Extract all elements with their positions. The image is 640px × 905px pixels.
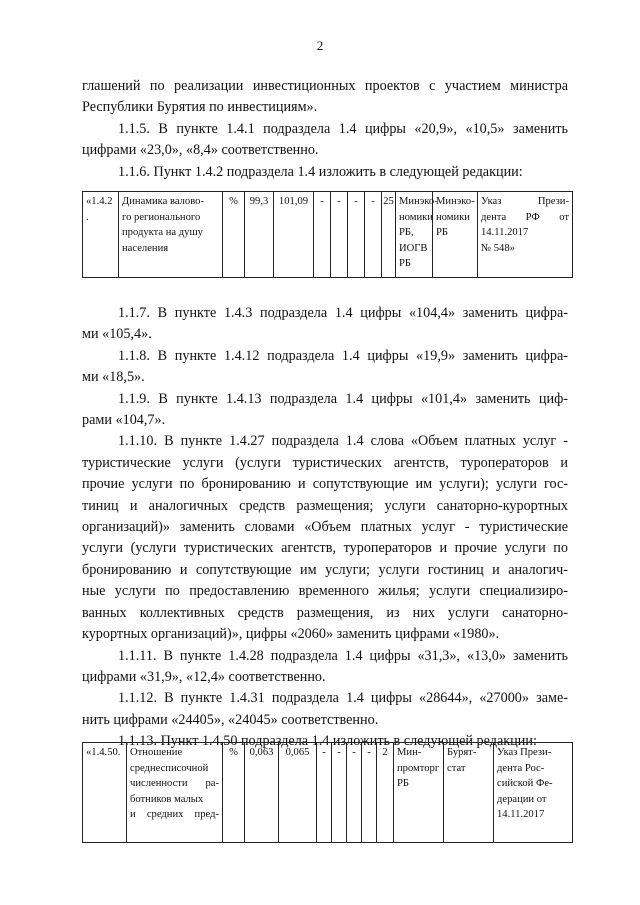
paragraph-line: 1.1.10. В пункте 1.4.27 подраздела 1.4 слова «Объем платных услуг - [118, 433, 568, 450]
dash-cell: - [347, 743, 362, 843]
indicator-name: Отношение среднесписочной численности ра- ботников малых и средних пред- [127, 743, 223, 843]
dash-cell: - [331, 192, 348, 278]
legal-basis: Указ Прези- дента Рос- сийской Фе- дерации от 14.11.2017 [494, 743, 573, 843]
paragraph-line: Республики Бурятия по инвестициям». [82, 99, 318, 116]
dash-cell: - [332, 743, 347, 843]
paragraph-line: 1.1.5. В пункте 1.4.1 подраздела 1.4 цифры «20,9», «10,5» заменить [118, 120, 568, 137]
paragraph-line: 1.1.12. В пункте 1.4.31 подраздела 1.4 цифры «28644», «27000» заме- [118, 690, 568, 707]
paragraph-line: организаций)» заменить словами «Объем платных услуг - туристические [82, 519, 568, 536]
responsible-2: Минэко- номики РБ [433, 192, 478, 278]
dash-cell: - [362, 743, 377, 843]
value-1: 99,3 [245, 192, 274, 278]
paragraph-line: 1.1.9. В пункте 1.4.13 подраздела 1.4 цифры «101,4» заменить циф- [118, 390, 568, 407]
dash-cell: - [314, 192, 331, 278]
program-number: 25 [382, 192, 396, 278]
paragraph-line: ванных коллективных средств размещения, из них услуги санаторно- [82, 604, 568, 621]
dash-cell: - [317, 743, 332, 843]
paragraph-line: услуги (услуги туристических агентств, туроператоров и прочие услуги по [82, 540, 568, 557]
paragraph-line: туристические услуги (услуги туристических агентств, туроператоров и [82, 454, 568, 471]
paragraph-line: глашений по реализации инвестиционных проектов с участием министра [82, 78, 568, 94]
paragraph-line: 1.1.11. В пункте 1.4.28 подраздела 1.4 цифры «31,3», «13,0» заменить [118, 647, 568, 664]
legal-basis: Указ Прези- дента РФ от 14.11.2017 № 548» [478, 192, 573, 278]
dash-cell: - [365, 192, 382, 278]
paragraph-line: цифрами «23,0», «8,4» соответственно. [82, 142, 319, 159]
paragraph-line: ми «105,4». [82, 326, 152, 343]
responsible-2: Бурят- стат [444, 743, 494, 843]
value-1: 0,063 [245, 743, 279, 843]
paragraph-line: курортных организаций)», цифры «2060» заменить цифрами «1980». [82, 626, 500, 643]
paragraph-line: 1.1.6. Пункт 1.4.2 подраздела 1.4 изложить в следующей редакции: [118, 163, 523, 180]
paragraph-line: ми «18,5». [82, 369, 145, 386]
table-row [83, 743, 573, 843]
paragraph-line: ные услуги по предоставлению временного жилья; услуги специализиро- [82, 583, 568, 600]
paragraph-line: 1.1.7. В пункте 1.4.3 подраздела 1.4 цифры «104,4» заменить цифра- [118, 305, 568, 321]
table-row [83, 192, 573, 278]
dash-cell: - [348, 192, 365, 278]
paragraph-line: нить цифрами «24405», «24045» соответственно. [82, 711, 379, 728]
paragraph-line: тиниц и аналогичных средств размещения; услуги санаторно-курортных [82, 497, 568, 514]
paragraph-line: цифрами «31,9», «12,4» соответственно. [82, 668, 326, 685]
indicator-table-2 [82, 742, 573, 843]
paragraph-line: прочие услуги по бронированию и сопутствующие им услуги); услуги гос- [82, 476, 568, 493]
paragraph-line: бронированию и сопутствующие им услуги; услуги гостиниц и аналогич- [82, 561, 568, 578]
paragraph-line: 1.1.8. В пункте 1.4.12 подраздела 1.4 цифры «19,9» заменить цифра- [118, 347, 568, 364]
value-2: 0,065 [279, 743, 317, 843]
program-number: 2 [377, 743, 394, 843]
indicator-name: Динамика валово- го регионального продукта на душу населения [119, 192, 223, 278]
paragraph-line: 1.1.13. Пункт 1.4.50 подраздела 1.4 изложить в следующей редакции: [118, 733, 537, 750]
text-block-2 [82, 303, 568, 753]
indicator-unit: % [223, 743, 245, 843]
responsible-1: Минэко- номики РБ, ИОГВ РБ [396, 192, 433, 278]
page-number: 2 [316, 38, 324, 53]
text-block-1 [82, 76, 568, 183]
value-2: 101,09 [274, 192, 314, 278]
paragraph-line: рами «104,7». [82, 412, 166, 429]
responsible-1: Мин- промторг РБ [394, 743, 444, 843]
indicator-number: «1.4.2. [83, 192, 119, 278]
indicator-number: «1.4.50. [83, 743, 127, 843]
indicator-table-1 [82, 191, 573, 278]
indicator-unit: % [223, 192, 245, 278]
